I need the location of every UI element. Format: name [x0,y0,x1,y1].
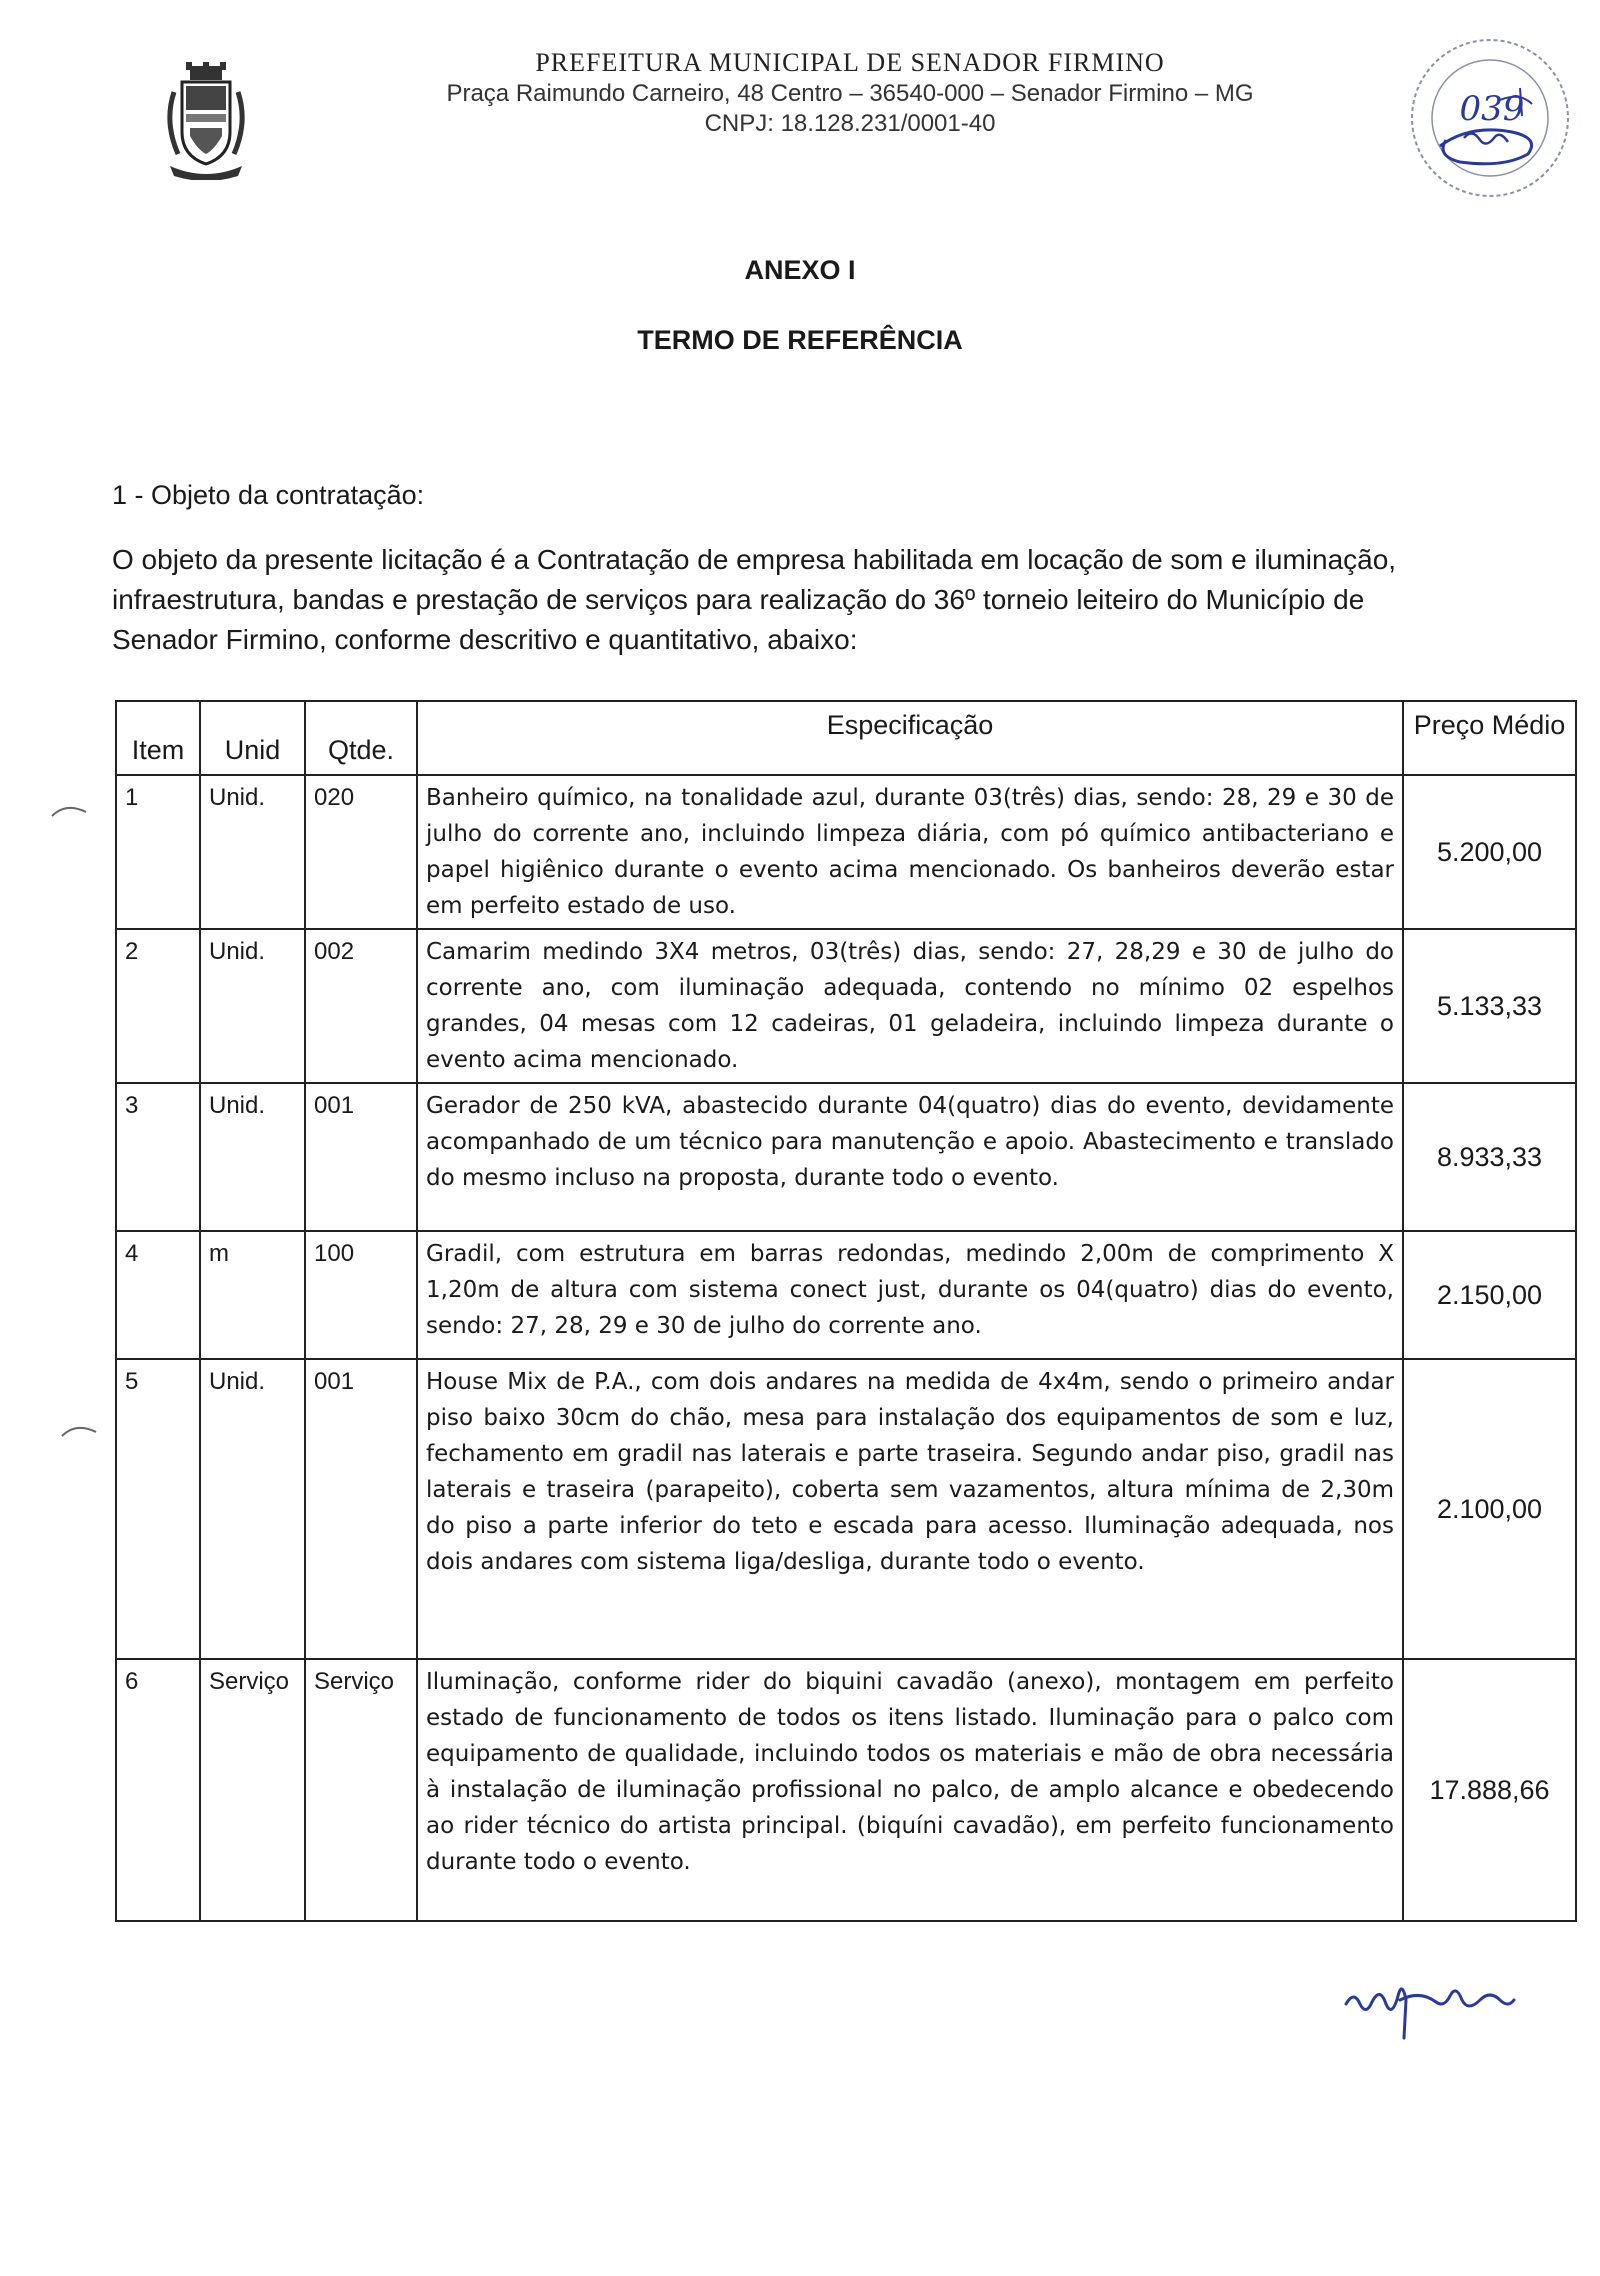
intro-paragraph: O objeto da presente licitação é a Contratação de empresa habilitada em locação de som e iluminação, infraestrutura, bandas e prestação de serviços para realização do 36º torneio leiteiro do Município de Senador Firmino, conforme descritivo e quantitativo, abaixo: [112,544,1397,655]
table-row [116,1359,1576,1659]
cell-price: 2.100,00 [1403,1359,1576,1659]
cell-spec: Iluminação, conforme rider do biquini cavadão (anexo), montagem em perfeito estado de funcionamento de todos os itens listado. Iluminação para o palco com equipamento de qualidade, incluindo todos os materiais e mão de obra necessária à instalação de iluminação profissional no palco, de amplo alcance e obedecendo ao rider técnico do artista principal. (biquíni cavadão), em perfeito funcionamento durante todo o evento. [417,1659,1403,1921]
cell-spec: Banheiro químico, na tonalidade azul, durante 03(três) dias, sendo: 28, 29 e 30 de julho do corrente ano, incluindo limpeza diária, com pó químico antibacteriano e papel higiênico durante o evento acima mencionado. Os banheiros deverão estar em perfeito estado de uso. [417,775,1403,929]
header-qtde: Qtde. [305,701,417,775]
stamp-page-number: 039 [1459,89,1525,129]
table-row [116,929,1576,1083]
table-row [116,1231,1576,1359]
cell-qtde: 002 [305,929,417,1083]
cell-spec: House Mix de P.A., com dois andares na medida de 4x4m, sendo o primeiro andar piso baixo 30cm do chão, mesa para instalação dos equipamentos de som e luz, fechamento em gradil nas laterais e parte traseira. Segundo andar piso, gradil nas laterais e traseira (parapeito), coberta sem vazamentos, altura mínima de 2,30m do piso a parte inferior do teto e escada para acesso. Iluminação adequada, nos dois andares com sistema liga/desliga, durante todo o evento. [417,1359,1403,1659]
document-title: TERMO DE REFERÊNCIA [637,325,963,355]
cell-unid: m [200,1231,305,1359]
section-title: 1 - Objeto da contratação: [112,480,425,510]
letterhead [360,48,1340,138]
cell-price: 2.150,00 [1403,1231,1576,1359]
cell-unid: Serviço [200,1659,305,1921]
org-address: Praça Raimundo Carneiro, 48 Centro – 36540-000 – Senador Firmino – MG [446,80,1254,107]
cell-item: 2 [116,929,200,1083]
cell-price: 5.200,00 [1403,775,1576,929]
cell-spec: Camarim medindo 3X4 metros, 03(três) dias, sendo: 27, 28,29 e 30 de julho do corrente ano, com iluminação adequada, contendo no mínimo 02 espelhos grandes, 04 mesas com 12 cadeiras, 01 geladeira, incluindo limpeza durante o evento acima mencionado. [417,929,1403,1083]
annex-title: ANEXO I [744,255,856,285]
handwritten-signature [1340,1960,1520,2040]
cell-price: 17.888,66 [1403,1659,1576,1921]
margin-mark [60,1420,100,1440]
org-cnpj: CNPJ: 18.128.231/0001-40 [704,110,996,137]
cell-unid: Unid. [200,929,305,1083]
margin-mark [50,800,90,820]
cell-item: 1 [116,775,200,929]
header-preco-medio: Preço Médio [1403,701,1576,775]
cell-qtde: 020 [305,775,417,929]
cell-item: 6 [116,1659,200,1921]
cell-qtde: Serviço [305,1659,417,1921]
cell-price: 8.933,33 [1403,1083,1576,1231]
cell-unid: Unid. [200,775,305,929]
header-unid: Unid [200,701,305,775]
cell-item: 3 [116,1083,200,1231]
municipal-crest-icon [160,62,252,180]
table-row [116,1083,1576,1231]
cell-qtde: 001 [305,1359,417,1659]
specification-table [115,700,1577,1922]
cell-item: 5 [116,1359,200,1659]
cell-item: 4 [116,1231,200,1359]
table-header-row [116,701,1576,775]
table-row [116,1659,1576,1921]
cell-qtde: 001 [305,1083,417,1231]
header-item: Item [116,701,200,775]
commission-stamp [1400,28,1580,208]
table-row [116,775,1576,929]
cell-spec: Gerador de 250 kVA, abastecido durante 04(quatro) dias do evento, devidamente acompanhado de um técnico para manutenção e apoio. Abastecimento e translado do mesmo incluso na proposta, durante todo o evento. [417,1083,1403,1231]
cell-price: 5.133,33 [1403,929,1576,1083]
cell-unid: Unid. [200,1083,305,1231]
org-name: PREFEITURA MUNICIPAL DE SENADOR FIRMINO [535,48,1165,77]
cell-spec: Gradil, com estrutura em barras redondas, medindo 2,00m de comprimento X 1,20m de altura com sistema conect just, durante os 04(quatro) dias do evento, sendo: 27, 28, 29 e 30 de julho do corrente ano. [417,1231,1403,1359]
cell-unid: Unid. [200,1359,305,1659]
cell-qtde: 100 [305,1231,417,1359]
header-especificacao: Especificação [417,701,1403,775]
